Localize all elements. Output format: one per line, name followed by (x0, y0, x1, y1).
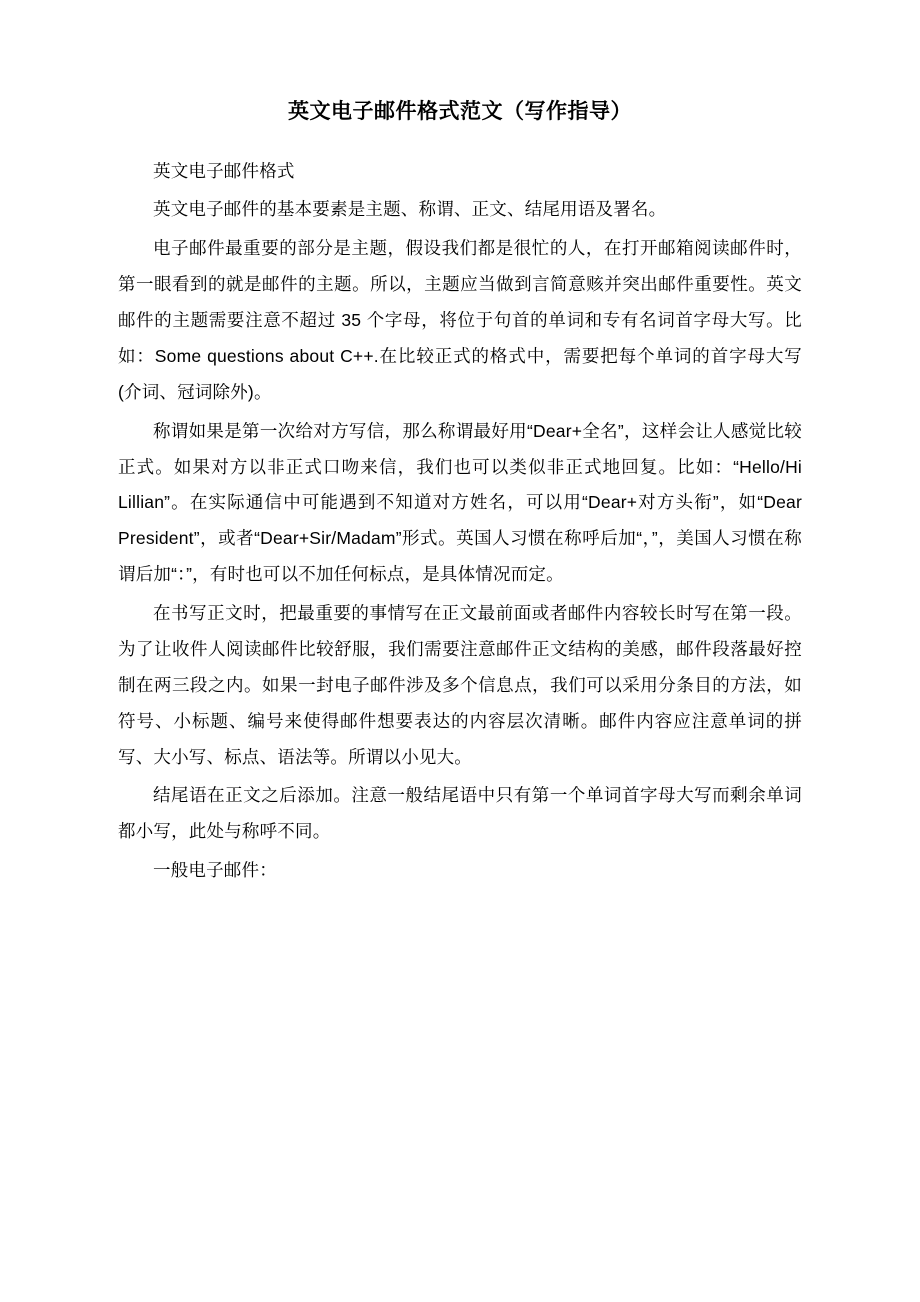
paragraph-4: 称谓如果是第一次给对方写信，那么称谓最好用“Dear+全名”，这样会让人感觉比较正式。如果对方以非正式口吻来信，我们也可以类似非正式地回复。比如：“Hello/Hi Lillian”。在实际通信中可能遇到不知道对方姓名，可以用“Dear+对方头衔”，如“Dear President”，或者“Dear+Sir/Madam”形式。英国人习惯在称呼后加“，”，美国人习惯在称谓后加“：”，有时也可以不加任何标点，是具体情况而定。 (118, 420, 802, 585)
paragraph-3: 电子邮件最重要的部分是主题，假设我们都是很忙的人，在打开邮箱阅读邮件时，第一眼看到的就是邮件的主题。所以，主题应当做到言简意赅并突出邮件重要性。英文邮件的主题需要注意不超过 35 个字母，将位于句首的单词和专有名词首字母大写。比如：Some questions about C++.在比较正式的格式中，需要把每个单词的首字母大写(介词、冠词除外)。 (118, 238, 802, 402)
paragraph-2: 英文电子邮件的基本要素是主题、称谓、正文、结尾用语及署名。 (153, 199, 667, 220)
paragraph-5: 在书写正文时，把最重要的事情写在正文最前面或者邮件内容较长时写在第一段。为了让收件人阅读邮件比较舒服，我们需要注意邮件正文结构的美感，邮件段落最好控制在两三段之内。如果一封电子邮件涉及多个信息点，我们可以采用分条目的方法，如符号、小标题、编号来使得邮件想要表达的内容层次清晰。邮件内容应注意单词的拼写、大小写、标点、语法等。所谓以小见大。 (118, 603, 802, 767)
paragraph-6: 结尾语在正文之后添加。注意一般结尾语中只有第一个单词首字母大写而剩余单词都小写，此处与称呼不同。 (118, 785, 802, 842)
page-title: 英文电子邮件格式范文（写作指导） (288, 100, 632, 123)
paragraph-1: 英文电子邮件格式 (153, 160, 295, 181)
paragraph-7: 一般电子邮件： (153, 860, 277, 881)
